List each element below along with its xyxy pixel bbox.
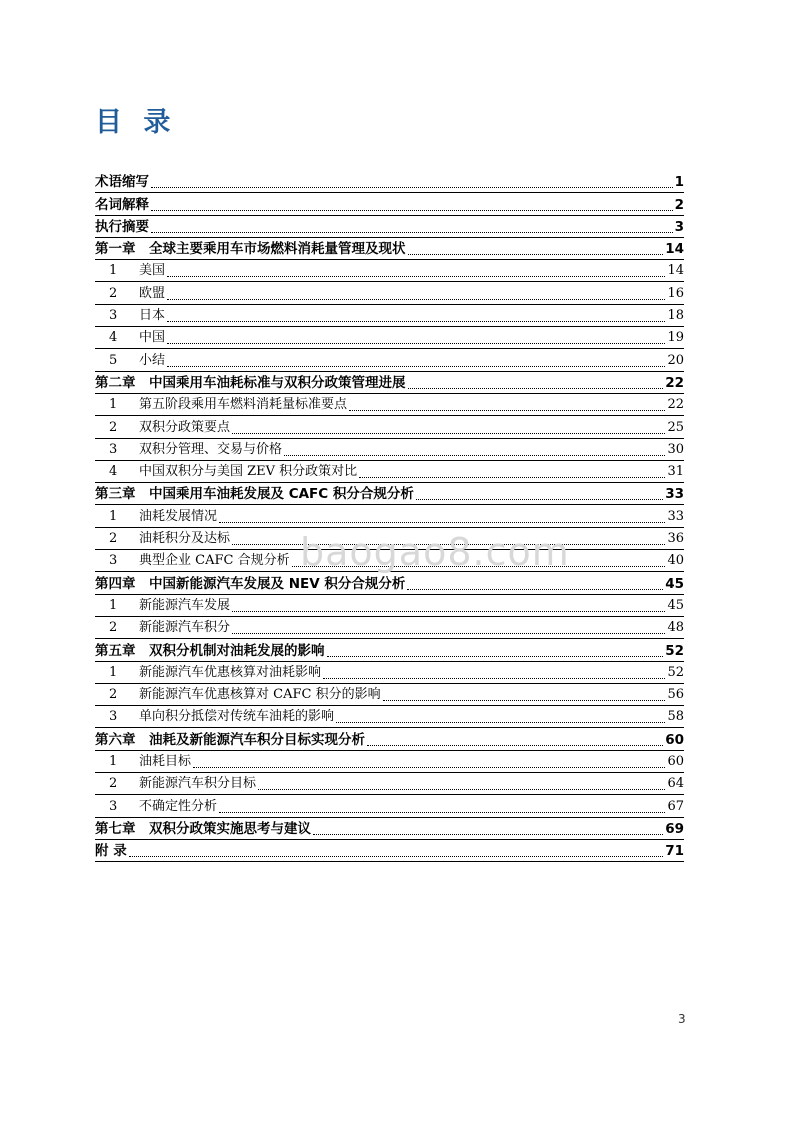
toc-entry-label xyxy=(95,286,165,304)
toc-section-number: 4 xyxy=(109,464,118,480)
toc-entry-page: 22 xyxy=(667,397,684,413)
toc-entry-label xyxy=(95,531,230,549)
toc-section-number: 2 xyxy=(109,285,118,301)
toc-section-title: 典型企业 CAFC 合规分析 xyxy=(139,553,290,569)
toc-entry-page: 25 xyxy=(667,419,684,435)
toc-entry-page: 40 xyxy=(667,553,684,569)
toc-entry-label xyxy=(95,263,165,281)
toc-section-title: 单向积分抵偿对传统车油耗的影响 xyxy=(139,709,335,725)
toc-section-title: 油耗目标 xyxy=(139,754,192,770)
toc-section-entry[interactable] xyxy=(95,305,684,327)
toc-entry-page: 14 xyxy=(665,241,684,258)
toc-entry-label xyxy=(95,754,191,772)
toc-entry-page: 58 xyxy=(667,709,684,725)
dot-leader xyxy=(313,833,663,835)
toc-section-number: 2 xyxy=(109,776,118,792)
toc-section-number: 2 xyxy=(109,419,118,435)
toc-entry-page: 69 xyxy=(665,820,684,837)
toc-entry-label xyxy=(95,509,217,527)
toc-section-title: 双积分管理、交易与价格 xyxy=(139,441,283,457)
dot-leader xyxy=(408,387,664,389)
toc-entry-label xyxy=(95,799,217,817)
toc-section-entry[interactable] xyxy=(95,260,684,282)
toc-chapter-entry[interactable] xyxy=(95,728,684,750)
toc-entry-page: 1 xyxy=(674,174,684,191)
toc-entry-label: 第七章 双积分政策实施思考与建议 xyxy=(95,820,311,837)
toc-entry-page: 60 xyxy=(665,731,684,748)
toc-entry-label: 第六章 油耗及新能源汽车积分目标实现分析 xyxy=(95,731,365,748)
toc-entry-page: 16 xyxy=(667,285,684,301)
toc-entry-label xyxy=(95,665,321,683)
toc-entry-label xyxy=(95,397,347,415)
dot-leader xyxy=(151,231,673,233)
toc-section-number: 3 xyxy=(109,798,118,814)
toc-entry-page: 52 xyxy=(665,642,684,659)
toc-section-entry[interactable] xyxy=(95,751,684,773)
dot-leader xyxy=(219,811,665,813)
toc-section-entry[interactable] xyxy=(95,461,684,483)
dot-leader xyxy=(367,744,663,746)
toc-section-number: 3 xyxy=(109,308,118,324)
toc-chapter-entry[interactable] xyxy=(95,572,684,594)
toc-entry-page: 30 xyxy=(667,441,684,457)
toc-entry-page: 19 xyxy=(667,330,684,346)
dot-leader xyxy=(416,498,663,500)
toc-entry-page: 56 xyxy=(667,687,684,703)
toc-section-title: 新能源汽车积分目标 xyxy=(139,776,257,792)
toc-section-number: 4 xyxy=(109,330,118,346)
toc-entry-label: 执行摘要 xyxy=(95,218,149,235)
dot-leader xyxy=(167,298,665,300)
toc-section-title: 小结 xyxy=(139,352,166,368)
toc-entry-page: 52 xyxy=(667,664,684,680)
dot-leader xyxy=(232,632,665,634)
toc-section-entry[interactable] xyxy=(95,773,684,795)
toc-entry-page: 31 xyxy=(667,464,684,480)
toc-entry-page: 48 xyxy=(667,620,684,636)
dot-leader xyxy=(167,275,665,277)
toc-entry-label: 第五章 双积分机制对油耗发展的影响 xyxy=(95,642,325,659)
toc-entry-label: 第三章 中国乘用车油耗发展及 CAFC 积分合规分析 xyxy=(95,486,414,503)
toc-section-title: 油耗积分及达标 xyxy=(139,531,231,547)
toc-entry-page: 33 xyxy=(667,508,684,524)
toc-section-entry[interactable] xyxy=(95,662,684,684)
toc-section-entry[interactable] xyxy=(95,617,684,639)
toc-section-entry[interactable] xyxy=(95,349,684,371)
toc-entry-page: 71 xyxy=(665,843,684,860)
toc-section-number: 5 xyxy=(109,352,118,368)
toc-entry-page: 14 xyxy=(667,263,684,279)
toc-entry-label xyxy=(95,442,282,460)
toc-section-number: 3 xyxy=(109,553,118,569)
toc-section-entry[interactable] xyxy=(95,795,684,817)
toc-chapter-entry[interactable] xyxy=(95,238,684,260)
toc-section-number: 1 xyxy=(109,664,118,680)
dot-leader xyxy=(219,521,665,523)
toc-section-title: 新能源汽车优惠核算对 CAFC 积分的影响 xyxy=(139,687,381,703)
dot-leader xyxy=(327,655,664,657)
dot-leader xyxy=(408,253,664,255)
toc-entry-label xyxy=(95,598,230,616)
dot-leader xyxy=(167,342,665,344)
toc-entry-label xyxy=(95,709,334,727)
dot-leader xyxy=(151,186,673,188)
toc-entry-page: 36 xyxy=(667,531,684,547)
toc-section-title: 油耗发展情况 xyxy=(139,508,218,524)
toc-entry[interactable] xyxy=(95,193,684,215)
dot-leader xyxy=(232,610,665,612)
toc-section-title: 双积分政策要点 xyxy=(139,419,231,435)
dot-leader xyxy=(232,432,665,434)
toc-section-number: 1 xyxy=(109,397,118,413)
toc-section-number: 1 xyxy=(109,263,118,279)
toc-section-title: 美国 xyxy=(139,263,166,279)
toc-entry-page: 67 xyxy=(667,798,684,814)
toc-entry-label: 术语缩写 xyxy=(95,174,149,191)
dot-leader xyxy=(151,209,673,211)
dot-leader xyxy=(407,588,663,590)
toc-entry-page: 22 xyxy=(665,374,684,391)
toc-entry-page: 20 xyxy=(667,352,684,368)
toc-section-entry[interactable] xyxy=(95,282,684,304)
toc-entry-page: 3 xyxy=(674,218,684,235)
toc-entry-label xyxy=(95,776,256,794)
toc-section-number: 1 xyxy=(109,597,118,613)
toc-entry-page: 60 xyxy=(667,754,684,770)
toc-section-title: 第五阶段乘用车燃料消耗量标准要点 xyxy=(139,397,348,413)
toc-entry-label: 名词解释 xyxy=(95,196,149,213)
toc-entry-label: 附 录 xyxy=(95,843,127,860)
dot-leader xyxy=(349,409,665,411)
toc-chapter-entry[interactable] xyxy=(95,483,684,505)
dot-leader xyxy=(167,365,665,367)
toc-section-entry[interactable] xyxy=(95,394,684,416)
toc-entry-page: 64 xyxy=(667,776,684,792)
toc-section-number: 3 xyxy=(109,709,118,725)
toc-section-number: 2 xyxy=(109,531,118,547)
toc-chapter-entry[interactable] xyxy=(95,372,684,394)
dot-leader xyxy=(336,721,665,723)
toc-section-title: 新能源汽车优惠核算对油耗影响 xyxy=(139,664,322,680)
dot-leader xyxy=(193,766,665,768)
toc-entry-label xyxy=(95,330,165,348)
toc-section-number: 2 xyxy=(109,687,118,703)
toc-section-title: 中国双积分与美国 ZEV 积分政策对比 xyxy=(139,464,358,480)
dot-leader xyxy=(167,320,665,322)
toc-entry-label xyxy=(95,553,290,571)
toc-section-entry[interactable] xyxy=(95,505,684,527)
toc-section-number: 3 xyxy=(109,441,118,457)
dot-leader xyxy=(359,476,665,478)
toc-entry-label: 第四章 中国新能源汽车发展及 NEV 积分合规分析 xyxy=(95,575,406,592)
toc-section-entry[interactable] xyxy=(95,416,684,438)
toc-section-number: 1 xyxy=(109,754,118,770)
toc-entry[interactable] xyxy=(95,216,684,238)
dot-leader xyxy=(284,454,665,456)
toc-entry-page: 45 xyxy=(667,597,684,613)
toc-entry-page: 33 xyxy=(665,486,684,503)
toc-chapter-entry[interactable] xyxy=(95,818,684,840)
toc-section-number: 2 xyxy=(109,620,118,636)
watermark: baogao8.com xyxy=(300,530,570,574)
toc-section-title: 不确定性分析 xyxy=(139,798,218,814)
toc-entry[interactable] xyxy=(95,171,684,193)
toc-entry-label xyxy=(95,687,381,705)
toc-section-title: 日本 xyxy=(139,308,166,324)
toc-section-entry[interactable] xyxy=(95,439,684,461)
toc-section-title: 欧盟 xyxy=(139,285,166,301)
toc-entry-label xyxy=(95,464,357,482)
toc-entry-label xyxy=(95,353,165,371)
page-title: 目 录 xyxy=(95,107,177,138)
toc-section-entry[interactable] xyxy=(95,706,684,728)
dot-leader xyxy=(129,855,664,857)
toc-section-entry[interactable] xyxy=(95,595,684,617)
toc-section-title: 中国 xyxy=(139,330,166,346)
toc-entry-label: 第一章 全球主要乘用车市场燃料消耗量管理及现状 xyxy=(95,241,406,258)
toc-section-title: 新能源汽车积分 xyxy=(139,620,231,636)
toc-entry-label xyxy=(95,308,165,326)
dot-leader xyxy=(323,677,665,679)
toc-section-entry[interactable] xyxy=(95,327,684,349)
toc-section-title: 新能源汽车发展 xyxy=(139,597,231,613)
toc-entry[interactable] xyxy=(95,840,684,862)
toc-section-entry[interactable] xyxy=(95,684,684,706)
toc-entry-page: 18 xyxy=(667,308,684,324)
toc-entry-page: 2 xyxy=(674,196,684,213)
toc-entry-label xyxy=(95,620,230,638)
table-of-contents xyxy=(95,171,684,862)
toc-chapter-entry[interactable] xyxy=(95,639,684,661)
toc-entry-page: 45 xyxy=(665,575,684,592)
toc-entry-label xyxy=(95,420,230,438)
toc-entry-label: 第二章 中国乘用车油耗标准与双积分政策管理进展 xyxy=(95,374,406,391)
page-number: 3 xyxy=(678,1012,686,1026)
dot-leader xyxy=(383,699,666,701)
toc-section-number: 1 xyxy=(109,508,118,524)
dot-leader xyxy=(258,788,665,790)
